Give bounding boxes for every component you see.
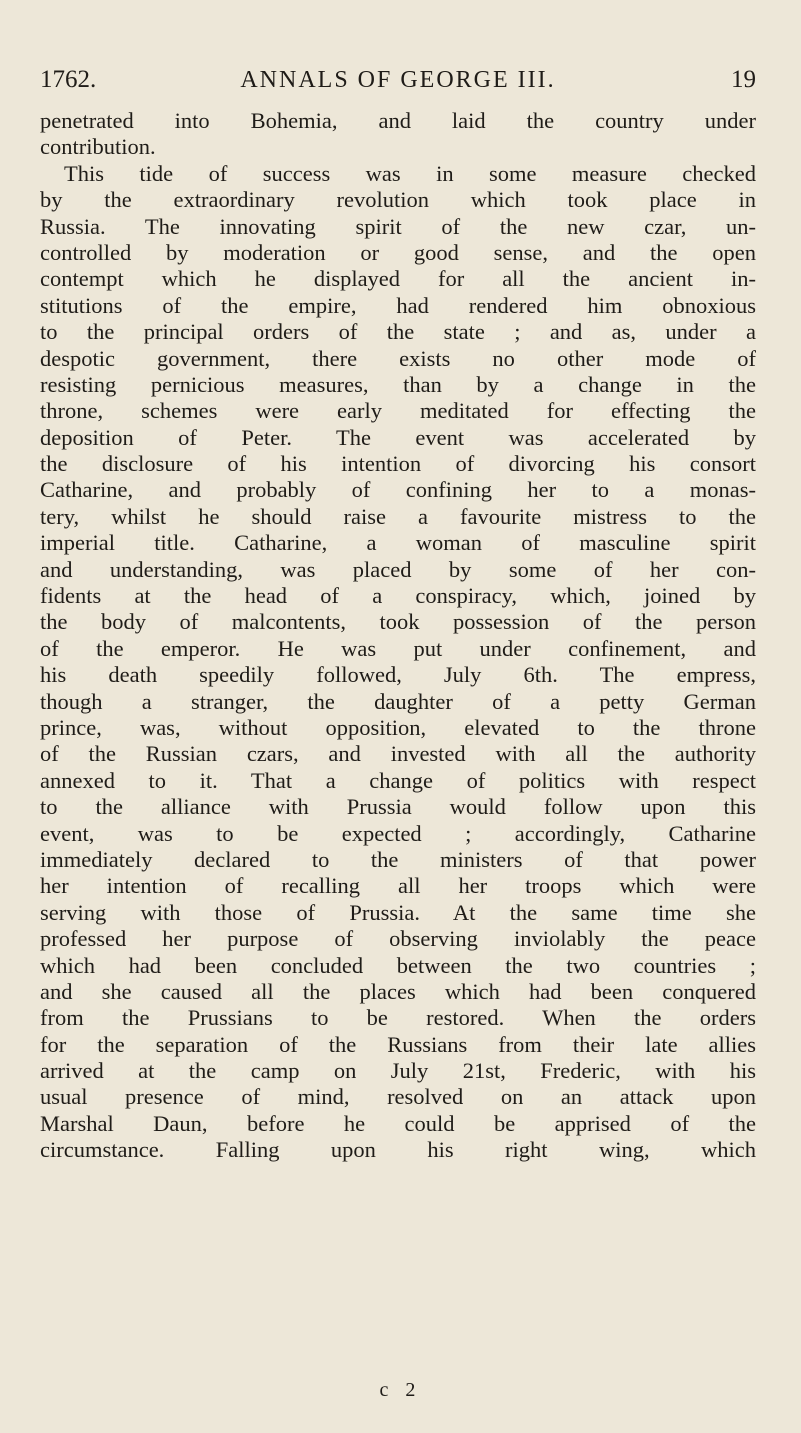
text-line: circumstance. Falling upon his right wing, which bbox=[40, 1137, 756, 1163]
text-line: the body of malcontents, took possession of the person bbox=[40, 609, 756, 635]
signature-mark: c 2 bbox=[379, 1379, 422, 1401]
text-line: Catharine, and probably of confining her to a monas- bbox=[40, 477, 756, 503]
text-line: to the alliance with Prussia would follow upon this bbox=[40, 794, 756, 820]
text-line: throne, schemes were early meditated for effecting the bbox=[40, 398, 756, 424]
header-year: 1762. bbox=[40, 66, 97, 93]
text-line: and understanding, was placed by some of her con- bbox=[40, 556, 756, 582]
text-line: fidents at the head of a conspiracy, which, joined by bbox=[40, 583, 756, 609]
text-line: the disclosure of his intention of divorcing his consort bbox=[40, 451, 756, 477]
text-line: contempt which he displayed for all the ancient in- bbox=[40, 266, 756, 292]
text-line: and she caused all the places which had been conquered bbox=[40, 978, 756, 1004]
text-line: his death speedily followed, July 6th. The empress, bbox=[40, 662, 756, 688]
text-line: imperial title. Catharine, a woman of masculine spirit bbox=[40, 530, 756, 556]
text-line: by the extraordinary revolution which took place in bbox=[40, 187, 756, 213]
text-line: to the principal orders of the state ; and as, under a bbox=[40, 319, 756, 345]
text-line: event, was to be expected ; accordingly, Catharine bbox=[40, 820, 756, 846]
text-line: Marshal Daun, before he could be apprised of the bbox=[40, 1110, 756, 1136]
running-title: ANNALS OF GEORGE III. bbox=[240, 67, 556, 93]
text-line: of the Russian czars, and invested with all the authority bbox=[40, 741, 756, 767]
text-line: This tide of success was in some measure checked bbox=[64, 160, 756, 186]
text-line: despotic government, there exists no other mode of bbox=[40, 345, 756, 371]
text-line: for the separation of the Russians from their late allies bbox=[40, 1031, 756, 1057]
text-line: annexed to it. That a change of politics with respect bbox=[40, 767, 756, 793]
text-line: usual presence of mind, resolved on an attack upon bbox=[40, 1084, 756, 1110]
text-line: professed her purpose of observing inviolably the peace bbox=[40, 926, 756, 952]
text-line: her intention of recalling all her troops which were bbox=[40, 873, 756, 899]
text-line: penetrated into Bohemia, and laid the country under bbox=[40, 108, 756, 133]
text-line: of the emperor. He was put under confinement, and bbox=[40, 635, 756, 661]
page-number: 19 bbox=[731, 66, 756, 93]
text-line: deposition of Peter. The event was accelerated by bbox=[40, 424, 756, 450]
text-line: Russia. The innovating spirit of the new czar, un- bbox=[40, 213, 756, 239]
text-line: prince, was, without opposition, elevated to the throne bbox=[40, 714, 756, 740]
text-line: from the Prussians to be restored. When the orders bbox=[40, 1005, 756, 1031]
text-line: arrived at the camp on July 21st, Frederic, with his bbox=[40, 1058, 756, 1084]
text-line: serving with those of Prussia. At the same time she bbox=[40, 899, 756, 925]
text-line: contribution. bbox=[40, 134, 156, 160]
text-line: resisting pernicious measures, than by a change in the bbox=[40, 371, 756, 397]
text-line: though a stranger, the daughter of a petty German bbox=[40, 688, 756, 714]
body-text bbox=[40, 108, 756, 1164]
text-line: controlled by moderation or good sense, and the open bbox=[40, 239, 756, 265]
page-header bbox=[40, 62, 756, 98]
text-line: immediately declared to the ministers of that power bbox=[40, 846, 756, 872]
text-line: tery, whilst he should raise a favourite mistress to the bbox=[40, 503, 756, 529]
text-line: which had been concluded between the two countries ; bbox=[40, 952, 756, 978]
text-line: stitutions of the empire, had rendered him obnoxious bbox=[40, 292, 756, 318]
